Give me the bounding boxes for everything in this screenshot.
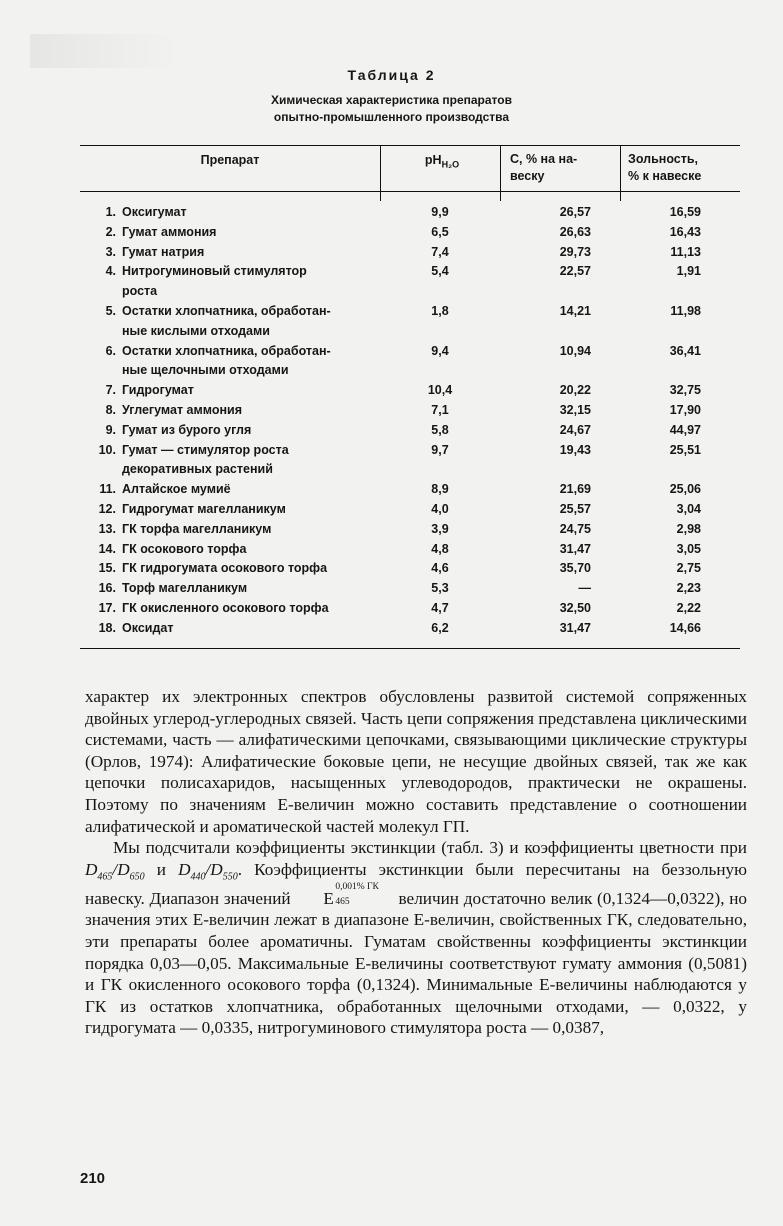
row-preparation-name: Остатки хлопчатника, обработан- ные щелочными отходами xyxy=(122,343,331,378)
row-carbon-value: 26,63 xyxy=(559,224,591,239)
header-ash-line-2: % к навеске xyxy=(628,169,702,183)
table-row xyxy=(80,579,740,599)
row-ph-value: 9,7 xyxy=(431,442,449,457)
ratio-slash: / xyxy=(205,859,211,879)
d-subscript: 550 xyxy=(222,871,238,883)
d-subscript: 650 xyxy=(129,871,145,883)
header-carbon xyxy=(510,151,620,185)
row-ph-value: 9,9 xyxy=(431,205,449,219)
row-ph-value: 3,9 xyxy=(431,521,449,536)
row-ph-value: 5,4 xyxy=(431,264,449,279)
paragraph-2 xyxy=(85,837,747,1039)
row-ash-value: 25,06 xyxy=(669,482,701,497)
row-carbon-value: 25,57 xyxy=(559,501,591,516)
table-row xyxy=(80,342,740,382)
e-value-symbol xyxy=(295,881,394,910)
row-carbon-value: 19,43 xyxy=(559,442,591,457)
d-symbol: D xyxy=(178,859,191,879)
table-row xyxy=(80,302,740,342)
body-text xyxy=(85,686,747,1039)
row-number: 14. xyxy=(98,541,116,556)
row-preparation-name: Гумат натрия xyxy=(122,244,205,259)
page-number: 210 xyxy=(80,1170,106,1187)
row-preparation-name: Гумат — стимулятор роста декоративных растений xyxy=(122,442,289,477)
row-carbon-value: 26,57 xyxy=(559,205,591,219)
row-ash-value: 25,51 xyxy=(669,442,701,457)
row-ash-value: 1,91 xyxy=(676,264,701,279)
table-row xyxy=(80,480,740,500)
row-ash-value: 11,98 xyxy=(670,303,701,318)
row-number: 17. xyxy=(98,600,116,615)
table-title-line-2: опытно-промышленного производства xyxy=(273,110,510,124)
ratio-d440 xyxy=(178,859,238,883)
table-row xyxy=(80,401,740,421)
d-symbol: D xyxy=(210,859,223,879)
table-row xyxy=(80,540,740,560)
row-preparation-name: Торф магелланикум xyxy=(122,581,248,596)
row-number: 11. xyxy=(99,482,116,497)
scan-shadow xyxy=(30,34,180,68)
row-number: 7. xyxy=(105,383,116,398)
table-row xyxy=(80,559,740,579)
header-ph xyxy=(382,153,502,170)
row-number: 15. xyxy=(98,561,116,576)
row-number: 2. xyxy=(105,224,116,239)
row-number: 13. xyxy=(98,521,116,536)
row-preparation-name: Гумат аммония xyxy=(122,224,217,239)
table-row xyxy=(80,520,740,540)
d-symbol: D xyxy=(85,859,98,879)
table-header-rule xyxy=(80,191,740,192)
row-preparation-name: Гидрогумат xyxy=(122,383,194,398)
paragraph-2-part-a: Мы подсчитали коэффициенты экстинкции (табл. 3) и коэффициенты цветности при xyxy=(113,838,747,858)
row-preparation-name: Углегумат аммония xyxy=(122,402,242,417)
row-carbon-value: 31,47 xyxy=(559,541,591,556)
row-carbon-value: — xyxy=(578,581,591,596)
table-row xyxy=(80,262,740,302)
row-carbon-value: 24,67 xyxy=(559,422,591,437)
table-title xyxy=(0,92,783,126)
row-carbon-value: 35,70 xyxy=(559,561,591,576)
row-ash-value: 16,59 xyxy=(669,205,701,219)
row-ph-value: 4,8 xyxy=(431,541,449,556)
row-ash-value: 2,98 xyxy=(676,521,701,536)
row-number: 12. xyxy=(98,501,116,516)
paragraph-1: характер их электронных спектров обусловлены развитой системой сопряженных двойных углерод-углеродных связей. Часть цепи сопряжения представлена циклическими системами, часть — алифатическими цепочками, связывающими циклические структуры (Орлов, 1974): Алифатические боковые цепи, не несущие двойных связей, так же как цепочки полисахаридов, насыщенных углеводородов, практически не окрашены. Поэтому по значениям E-величин можно составить представление о соотношении алифатической и ароматической частей молекул ГП. xyxy=(85,687,747,836)
d-subscript: 465 xyxy=(97,871,113,883)
row-preparation-name: ГК торфа магелланикум xyxy=(122,521,272,536)
row-ash-value: 2,75 xyxy=(676,561,701,576)
table-row xyxy=(80,223,740,243)
column-divider xyxy=(620,145,621,201)
row-number: 8. xyxy=(105,402,116,417)
row-number: 5. xyxy=(105,303,116,318)
row-carbon-value: 20,22 xyxy=(559,383,591,398)
row-carbon-value: 10,94 xyxy=(559,343,591,358)
d-subscript: 440 xyxy=(190,871,206,883)
row-number: 1. xyxy=(105,205,116,219)
row-number: 6. xyxy=(105,343,116,358)
row-preparation-name: Оксидат xyxy=(122,620,174,635)
row-ash-value: 14,66 xyxy=(669,620,701,635)
conjunction: и xyxy=(144,859,179,879)
row-preparation-name: Остатки хлопчатника, обработан- ные кислыми отходами xyxy=(122,303,331,338)
row-preparation-name: Алтайское мумиё xyxy=(122,482,231,497)
table-title-line-1: Химическая характеристика препаратов xyxy=(271,93,512,107)
row-carbon-value: 24,75 xyxy=(559,521,591,536)
row-ash-value: 2,22 xyxy=(676,600,701,615)
row-ph-value: 1,8 xyxy=(431,303,449,318)
row-number: 10. xyxy=(98,442,116,457)
header-carbon-line-2: веску xyxy=(510,169,545,183)
row-number: 16. xyxy=(98,581,116,596)
e-letter: E xyxy=(323,888,334,908)
row-ash-value: 16,43 xyxy=(669,224,701,239)
row-ash-value: 11,13 xyxy=(670,244,701,259)
row-preparation-name: Оксигумат xyxy=(122,205,187,219)
row-ph-value: 6,5 xyxy=(431,224,449,239)
row-preparation-name: ГК окисленного осокового торфа xyxy=(122,600,329,615)
table-row xyxy=(80,441,740,481)
row-ash-value: 44,97 xyxy=(669,422,701,437)
row-ph-value: 5,3 xyxy=(431,581,449,596)
row-carbon-value: 32,15 xyxy=(559,402,591,417)
table-top-rule xyxy=(80,145,740,146)
table-row xyxy=(80,203,740,223)
row-carbon-value: 31,47 xyxy=(559,620,591,635)
row-preparation-name: Гумат из бурого угля xyxy=(122,422,252,437)
table-number: Таблица 2 xyxy=(347,67,436,83)
ratio-d465 xyxy=(85,859,145,883)
header-ash-line-1: Зольность, xyxy=(628,152,699,166)
row-carbon-value: 22,57 xyxy=(559,264,591,279)
ratio-slash: / xyxy=(112,859,118,879)
row-carbon-value: 32,50 xyxy=(559,600,591,615)
row-number: 4. xyxy=(105,264,116,279)
row-ph-value: 6,2 xyxy=(431,620,449,635)
table-row xyxy=(80,599,740,619)
row-carbon-value: 14,21 xyxy=(559,303,591,318)
row-ph-value: 5,8 xyxy=(431,422,449,437)
row-ph-value: 9,4 xyxy=(431,343,449,358)
row-ash-value: 17,90 xyxy=(669,402,701,417)
header-preparation: Препарат xyxy=(200,153,260,167)
row-number: 9. xyxy=(105,422,116,437)
row-ash-value: 36,41 xyxy=(669,343,701,358)
row-ph-value: 4,7 xyxy=(431,600,449,615)
paragraph-2-part-b: . Коэффициенты экстинкции были пересчитаны на беззольную навеску. Диапазон значений xyxy=(85,859,747,908)
table-row xyxy=(80,619,740,639)
e-subscript: 465 xyxy=(335,896,350,907)
header-ph-subscript: H₂O xyxy=(441,159,460,170)
row-ash-value: 32,75 xyxy=(669,383,701,398)
row-ph-value: 4,6 xyxy=(431,561,449,576)
row-ash-value: 3,05 xyxy=(676,541,701,556)
row-preparation-name: ГК гидрогумата осокового торфа xyxy=(122,561,328,576)
row-ph-value: 7,4 xyxy=(431,244,449,259)
row-preparation-name: ГК осокового торфа xyxy=(122,541,247,556)
column-divider xyxy=(380,145,381,201)
row-ph-value: 8,9 xyxy=(431,482,449,497)
e-superscript: 0,001% ГК xyxy=(335,881,379,892)
row-ash-value: 3,04 xyxy=(676,501,701,516)
header-carbon-line-1: C, % на на- xyxy=(510,152,578,166)
row-number: 18. xyxy=(98,620,116,635)
row-ash-value: 2,23 xyxy=(676,581,701,596)
row-preparation-name: Нитрогуминовый стимулятор роста xyxy=(122,264,307,299)
row-carbon-value: 21,69 xyxy=(559,482,591,497)
row-ph-value: 4,0 xyxy=(431,501,449,516)
d-symbol: D xyxy=(117,859,130,879)
header-ph-main: pH xyxy=(424,153,442,167)
table-row xyxy=(80,243,740,263)
row-preparation-name: Гидрогумат магелланикум xyxy=(122,501,286,516)
table-row xyxy=(80,381,740,401)
table-row xyxy=(80,500,740,520)
table-bottom-rule xyxy=(80,648,740,649)
table-body xyxy=(80,203,740,639)
table-row xyxy=(80,421,740,441)
row-carbon-value: 29,73 xyxy=(559,244,591,259)
row-number: 3. xyxy=(105,244,116,259)
row-ph-value: 10,4 xyxy=(427,383,453,398)
header-ash xyxy=(628,151,740,185)
paragraph-2-part-c: величин достаточно велик (0,1324—0,0322), но значения этих E-величин лежат в диапазоне E-величин, свойственных ГК, следовательно, эти препараты более ароматичны. Гуматам свойственны коэффициенты экстинкции порядка 0,03—0,05. Максимальные E-величины соответствуют гумату аммония (0,5081) и ГК окисленного осокового торфа (0,1324). Минимальные E-величины наблюдаются у ГК из остатков хлопчатника, обработанных щелочными отходами, — 0,0322, у гидрогумата — 0,0335, нитрогуминового стимулятора роста — 0,0387, xyxy=(85,888,747,1038)
row-ph-value: 7,1 xyxy=(431,402,449,417)
